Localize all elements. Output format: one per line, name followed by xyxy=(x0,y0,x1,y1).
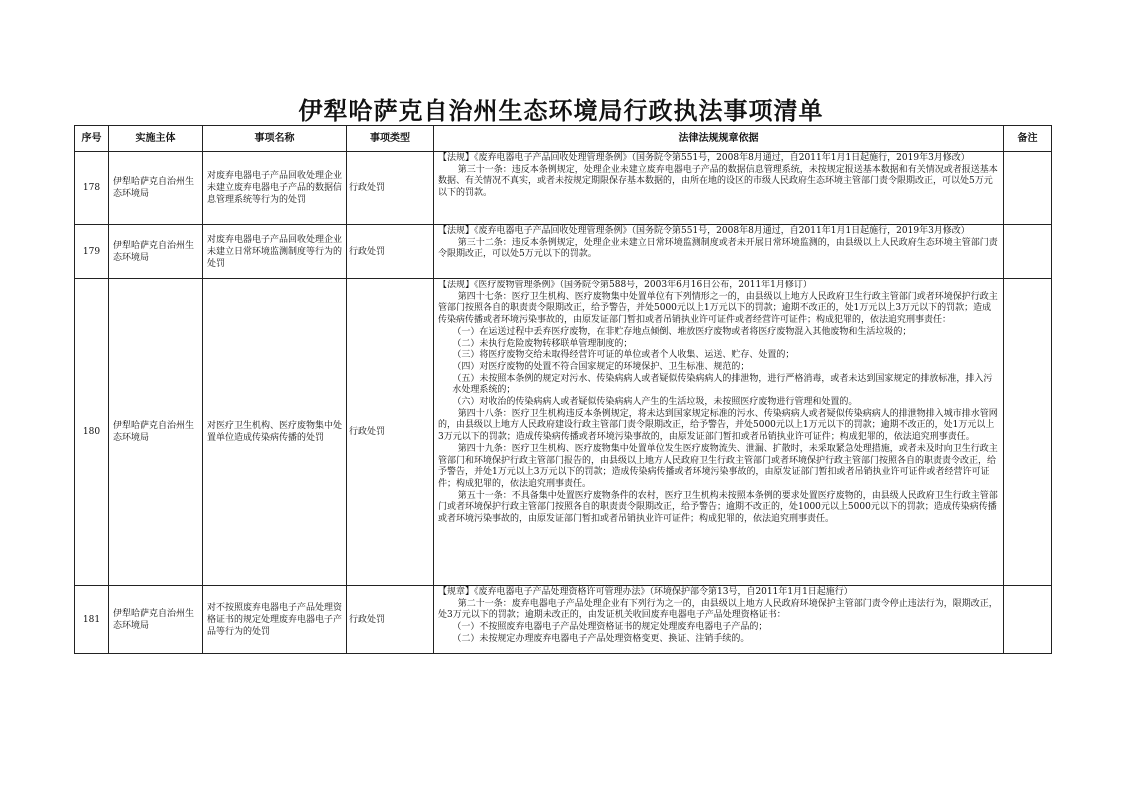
row-number: 181 xyxy=(75,586,109,654)
row-remark xyxy=(1004,152,1052,225)
law-paragraph: 第五十一条：不具备集中处置医疗废物条件的农村，医疗卫生机构未按照本条例的要求处置医疗废物的，由县级人民政府卫生行政主管部门或者环境保护行政主管部门按照各自的职责责令限期改正，给予警告；逾期不改正的，处1000元以上5000元以下的罚款；造成传染病传播或者环境污染事故的，由原发证部门暂扣或者吊销执业许可证件；构成犯罪的，依法追究刑事责任。 xyxy=(438,490,998,525)
law-clause: （五）未按照本条例的规定对污水、传染病病人或者疑似传染病病人的排泄物，进行严格消毒，或者未达到国家规定的排放标准，排入污水处理系统的； xyxy=(452,373,993,396)
header-type: 事项类型 xyxy=(347,126,434,152)
law-paragraph: 第二十一条：废弃电器电子产品处理企业有下列行为之一的，由县级以上地方人民政府环境保护主管部门责令停止违法行为，限期改正，处3万元以下的罚款；逾期未改正的，由发证机关收回废弃电器电子产品处理资格证书： xyxy=(438,598,998,621)
law-paragraph: 第四十七条：医疗卫生机构、医疗废物集中处置单位有下列情形之一的，由县级以上地方人民政府卫生行政主管部门或者环境保护行政主管部门按照各自的职责责令限期改正，给予警告，并处5000元以上1万元以下的罚款；逾期不改正的，处1万元以上3万元以下的罚款；造成传染病传播或者环境污染事故的，由原发证部门暂扣或者吊销执业许可证件或者经营许可证件；构成犯罪的，依法追究刑事责任： xyxy=(438,291,998,326)
law-paragraph: 第三十二条：违反本条例规定，处理企业未建立日常环境监测制度或者未开展日常环境监测的，由县级以上人民政府生态环境主管部门责令限期改正，可以处5万元以下的罚款。 xyxy=(438,237,998,260)
header-entity: 实施主体 xyxy=(109,126,203,152)
header-row xyxy=(75,126,1052,152)
row-legal-basis xyxy=(434,279,1004,586)
law-paragraph: 【法规】《医疗废物管理条例》（国务院令第588号，2003年6月16日公布，2011年1月修订） xyxy=(438,280,812,290)
row-remark xyxy=(1004,279,1052,586)
law-clause: （六）对收治的传染病病人或者疑似传染病病人产生的生活垃圾，未按照医疗废物进行管理和处置的。 xyxy=(452,397,858,408)
law-clause: （一）在运送过程中丢弃医疗废物，在非贮存地点倾倒、堆放医疗废物或者将医疗废物混入其他废物和生活垃圾的； xyxy=(452,326,912,337)
row-entity: 伊犁哈萨克自治州生态环境局 xyxy=(109,279,203,586)
law-clause: （四）对医疗废物的处置不符合国家规定的环境保护、卫生标准、规范的； xyxy=(452,361,750,372)
row-entity: 伊犁哈萨克自治州生态环境局 xyxy=(109,225,203,279)
law-clause: （二）未按规定办理废弃电器电子产品处理资格变更、换证、注销手续的。 xyxy=(452,633,750,644)
row-item-name: 对废弃电器电子产品回收处理企业未建立废弃电器电子产品的数据信息管理系统等行为的处罚 xyxy=(203,152,347,225)
row-legal-basis xyxy=(434,586,1004,654)
row-item-type: 行政处罚 xyxy=(347,586,434,654)
document-title: 伊犁哈萨克自治州生态环境局行政执法事项清单 xyxy=(298,96,824,125)
row-number: 180 xyxy=(75,279,109,586)
row-item-type: 行政处罚 xyxy=(347,152,434,225)
law-paragraph: 第四十八条：医疗卫生机构违反本条例规定，将未达到国家规定标准的污水、传染病病人或者疑似传染病病人的排泄物排入城市排水管网的，由县级以上地方人民政府建设行政主管部门责令限期改正，给予警告，并处5000元以上1万元以下的罚款；逾期不改正的，处1万元以上3万元以下的罚款；造成传染病传播或者环境污染事故的，由原发证部门暂扣或者吊销执业许可证件；构成犯罪的，依法追究刑事责任。 xyxy=(438,408,998,443)
law-clause: （二）未执行危险废物转移联单管理制度的； xyxy=(452,338,633,349)
law-paragraph: 第三十一条：违反本条例规定，处理企业未建立废弃电器电子产品的数据信息管理系统，未按规定报送基本数据和有关情况或者报送基本数据、有关情况不真实，或者未按规定期限保存基本数据的，由所在地的设区的市级人民政府生态环境主管部门责令限期改正，可以处5万元以下的罚款。 xyxy=(438,164,998,199)
row-legal-basis xyxy=(434,225,1004,279)
row-item-name: 对医疗卫生机构、医疗废物集中处置单位造成传染病传播的处罚 xyxy=(203,279,347,586)
row-remark xyxy=(1004,586,1052,654)
row-number: 178 xyxy=(75,152,109,225)
law-clause: （一）不按照废弃电器电子产品处理资格证书的规定处理废弃电器电子产品的； xyxy=(452,622,768,633)
row-entity: 伊犁哈萨克自治州生态环境局 xyxy=(109,152,203,225)
row-item-name: 对废弃电器电子产品回收处理企业未建立日常环境监测制度等行为的处罚 xyxy=(203,225,347,279)
row-item-name: 对不按照废弃电器电子产品处理资格证书的规定处理废弃电器电子产品等行为的处罚 xyxy=(203,586,347,654)
table-row xyxy=(75,152,1052,225)
row-remark xyxy=(1004,225,1052,279)
header-law: 法律法规规章依据 xyxy=(434,126,1004,152)
enforcement-table xyxy=(74,125,1052,654)
row-item-type: 行政处罚 xyxy=(347,279,434,586)
row-item-type: 行政处罚 xyxy=(347,225,434,279)
table-row xyxy=(75,225,1052,279)
table-row xyxy=(75,586,1052,654)
header-item: 事项名称 xyxy=(203,126,347,152)
table-row xyxy=(75,279,1052,586)
header-no: 序号 xyxy=(75,126,109,152)
row-legal-basis xyxy=(434,152,1004,225)
law-paragraph: 第四十九条：医疗卫生机构、医疗废物集中处置单位发生医疗废物流失、泄漏、扩散时，未采取紧急处理措施，或者未及时向卫生行政主管部门和环境保护行政主管部门报告的，由县级以上地方人民政府卫生行政主管部门或者环境保护行政主管部门按照各自的职责责令改正，给予警告，并处1万元以上3万元以下的罚款；造成传染病传播或者环境污染事故的，由原发证部门暂扣或者吊销执业许可证件或者经营许可证件；构成犯罪的，依法追究刑事责任。 xyxy=(438,443,998,489)
law-clause: （三）将医疗废物交给未取得经营许可证的单位或者个人收集、运送、贮存、处置的； xyxy=(452,350,795,361)
row-entity: 伊犁哈萨克自治州生态环境局 xyxy=(109,586,203,654)
law-paragraph: 【规章】《废弃电器电子产品处理资格许可管理办法》（环境保护部令第13号，自2011年1月1日起施行） xyxy=(438,587,853,597)
row-number: 179 xyxy=(75,225,109,279)
header-remark: 备注 xyxy=(1004,126,1052,152)
law-paragraph: 【法规】《废弃电器电子产品回收处理管理条例》（国务院令第551号，2008年8月通过，自2011年1月1日起施行，2019年3月修改） xyxy=(438,153,970,163)
law-paragraph: 【法规】《废弃电器电子产品回收处理管理条例》（国务院令第551号，2008年8月通过，自2011年1月1日起施行，2019年3月修改） xyxy=(438,226,970,236)
